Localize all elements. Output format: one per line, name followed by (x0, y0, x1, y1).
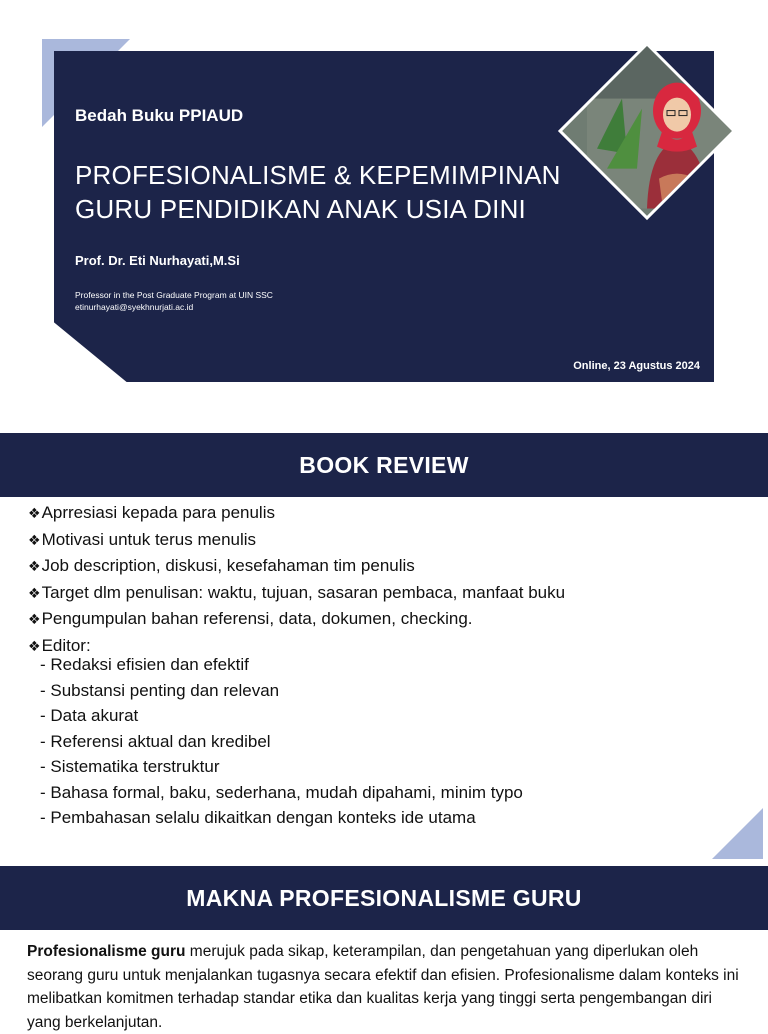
sub-list-item: - Pembahasan selalu dikaitkan dengan konteks ide utama (40, 808, 476, 827)
sub-list-item: - Redaksi efisien dan efektif (40, 655, 249, 674)
sub-list-item: - Data akurat (40, 706, 139, 725)
editor-sub-list (40, 652, 523, 831)
cover-title-line-1: PROFESIONALISME & KEPEMIMPINAN (75, 160, 561, 190)
bullet-icon: ❖ (28, 558, 41, 574)
sub-list-item: - Bahasa formal, baku, sederhana, mudah dipahami, minim typo (40, 782, 523, 802)
list-item: ❖Aprresiasi kepada para penulis (28, 503, 275, 522)
list-item: ❖Editor: (28, 635, 91, 655)
cover-affiliation (75, 289, 273, 313)
sub-list-item: - Sistematika terstruktur (40, 757, 220, 776)
list-item: ❖Job description, diskusi, kesefahaman tim penulis (28, 556, 415, 575)
cover-date: Online, 23 Agustus 2024 (573, 360, 700, 372)
affiliation-line: Professor in the Post Graduate Program at UIN SSC (75, 290, 273, 300)
makna-body: merujuk pada sikap, keterampilan, dan pengetahuan yang diperlukan oleh seorang guru untuk menjalankan tugasnya secara efektif dan efisien. Profesionalisme dalam konteks ini melibatkan komitmen terhadap standar etika dan kualitas kerja yang tinggi serta pengembangan diri yang berkelanjutan. (27, 943, 739, 1031)
sub-list-item: - Referensi aktual dan kredibel (40, 731, 271, 751)
sub-list-item: - Substansi penting dan relevan (40, 680, 280, 700)
bullet-icon: ❖ (28, 611, 41, 627)
bullet-icon: ❖ (28, 584, 41, 601)
bullet-icon: ❖ (28, 505, 41, 521)
cover-slide (0, 0, 768, 410)
list-item: ❖Target dlm penulisan: waktu, tujuan, sasaran pembaca, manfaat buku (28, 582, 566, 602)
email-line: etinurhayati@syekhnurjati.ac.id (75, 302, 194, 312)
list-item: ❖Pengumpulan bahan referensi, data, dokumen, checking. (28, 609, 473, 628)
bullet-icon: ❖ (28, 637, 41, 654)
cover-title-line-2: GURU PENDIDIKAN ANAK USIA DINI (75, 194, 526, 224)
makna-paragraph (27, 940, 749, 1034)
bullet-icon: ❖ (28, 531, 41, 548)
makna-header: MAKNA PROFESIONALISME GURU (0, 866, 768, 930)
cover-title (75, 158, 561, 226)
book-review-header: BOOK REVIEW (0, 433, 768, 497)
decorative-triangle (712, 808, 763, 859)
list-item: ❖Motivasi untuk terus menulis (28, 529, 257, 549)
cover-author: Prof. Dr. Eti Nurhayati,M.Si (75, 253, 240, 268)
cover-subtitle: Bedah Buku PPIAUD (75, 106, 244, 125)
makna-term: Profesionalisme guru (27, 943, 186, 960)
book-review-list (28, 500, 758, 659)
